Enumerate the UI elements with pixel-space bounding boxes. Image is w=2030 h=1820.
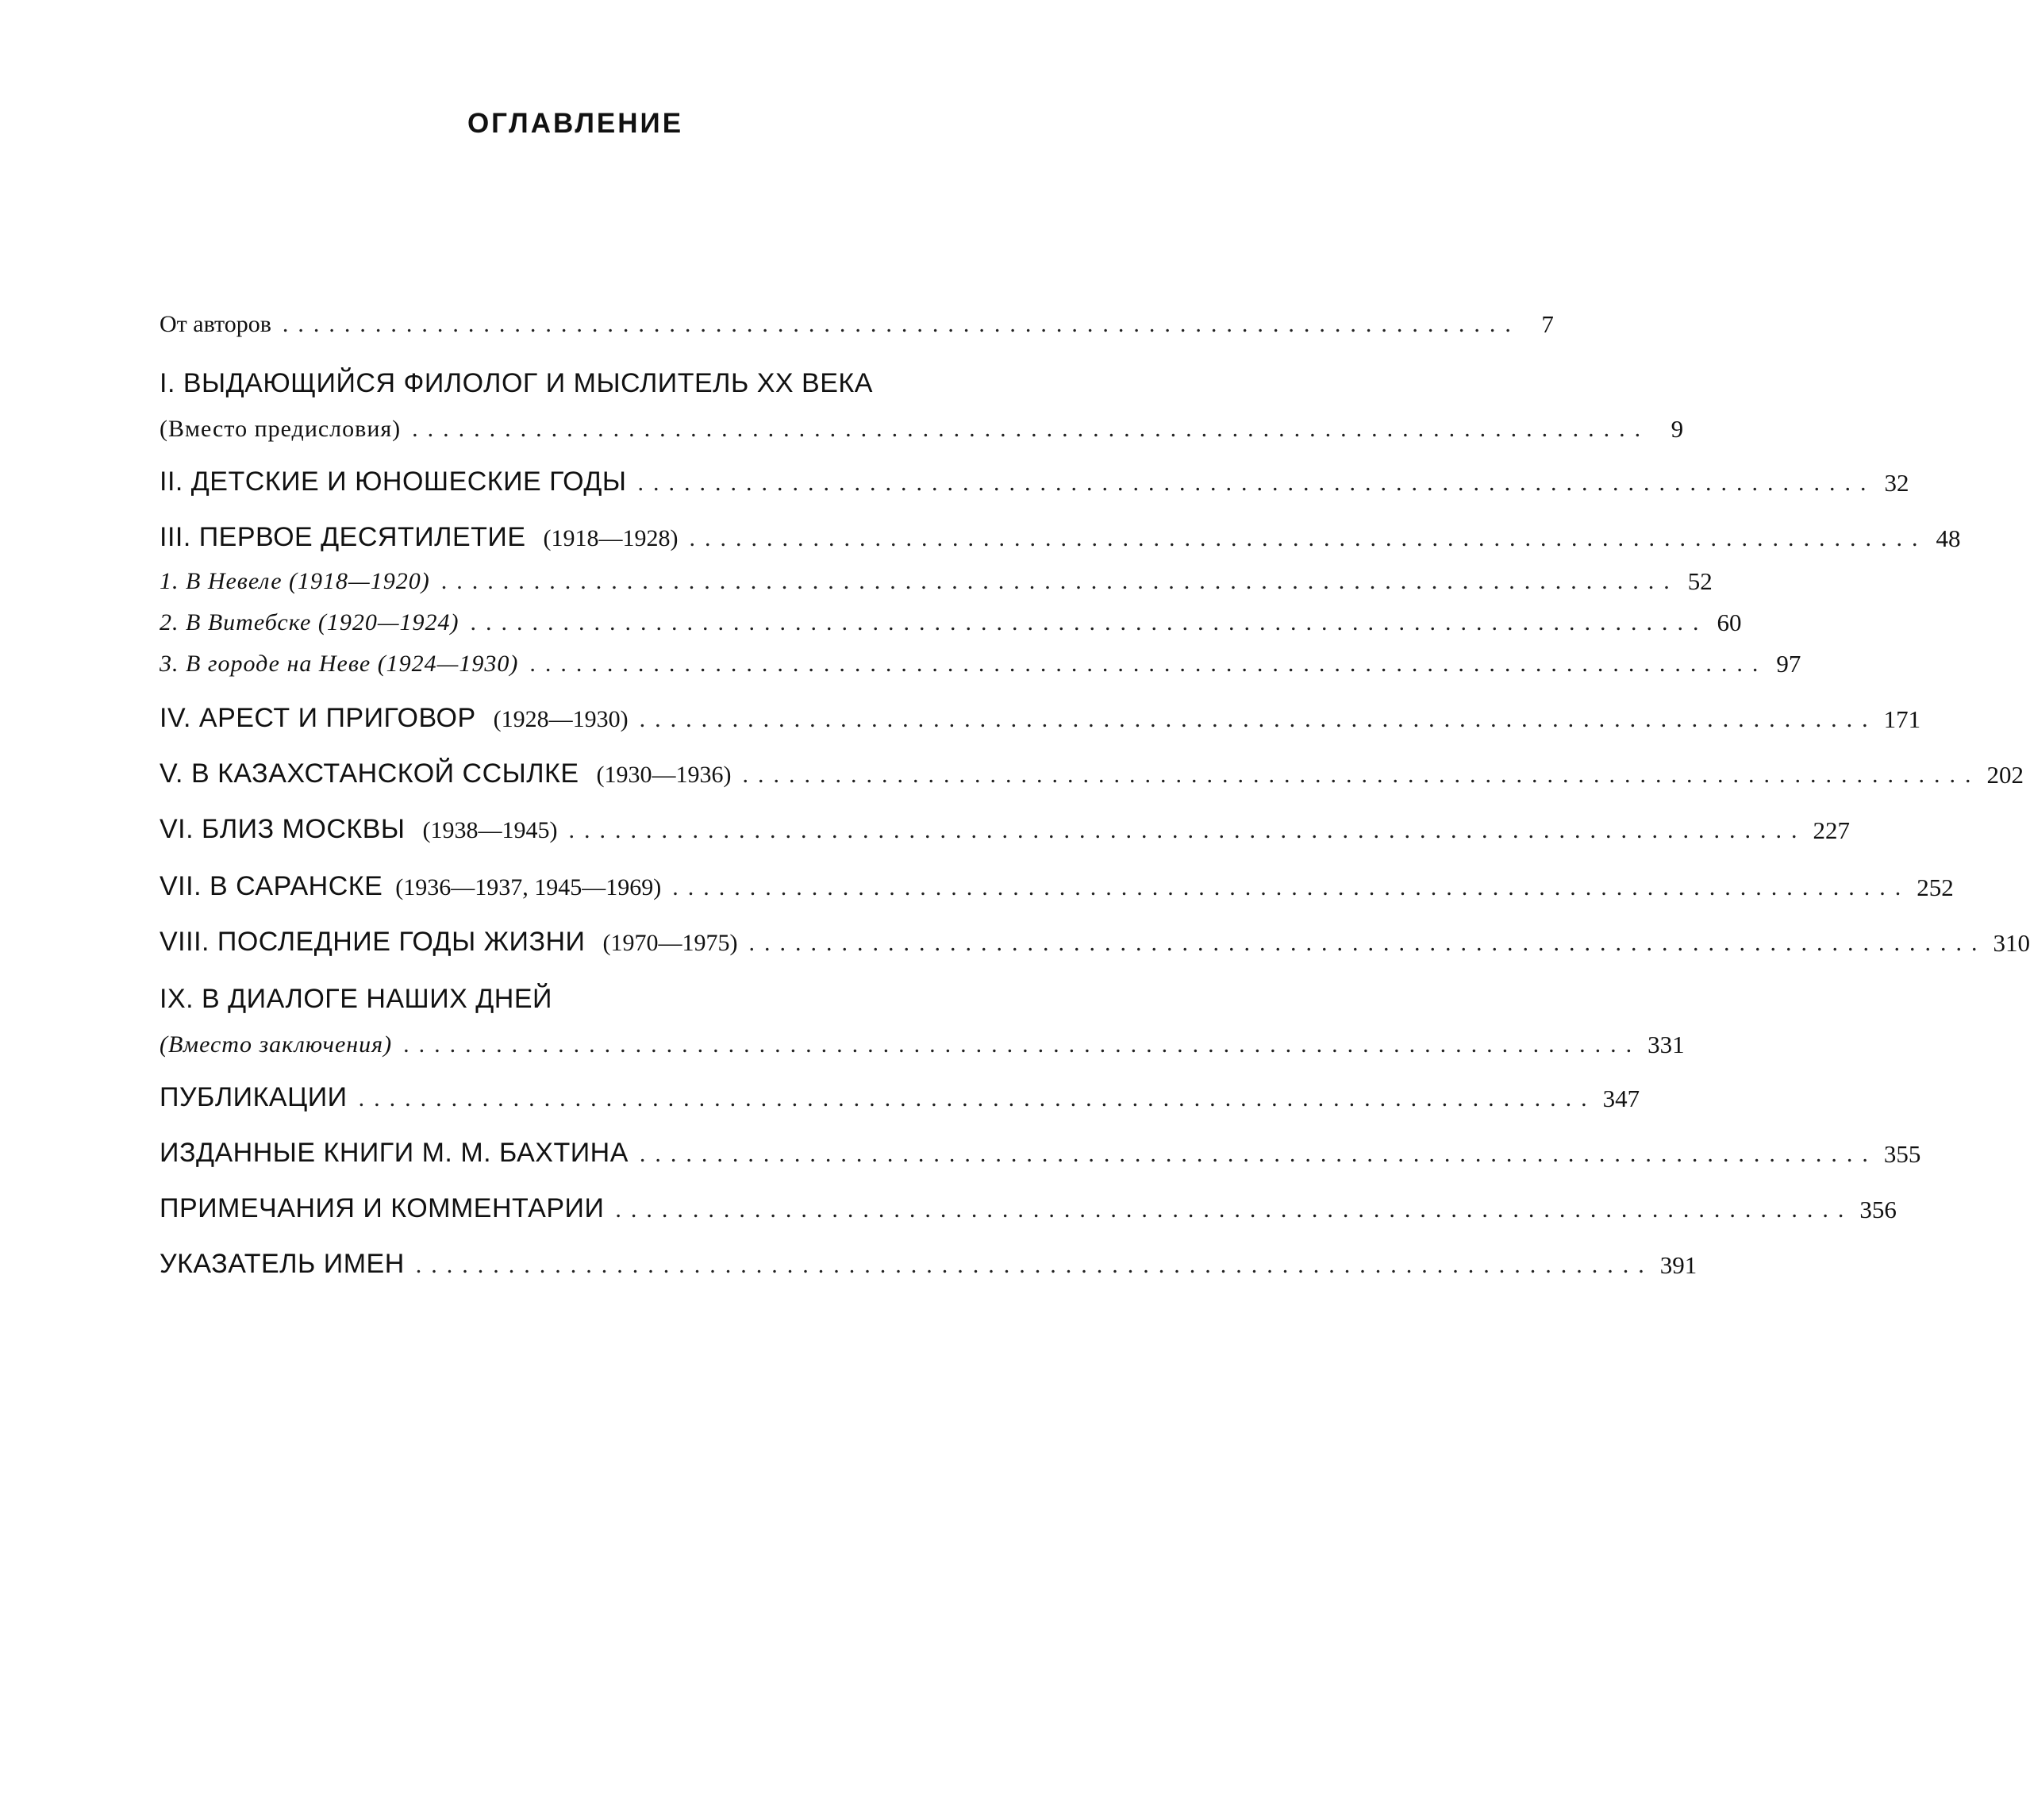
dot-leader: ................................................................................ — [415, 1252, 1654, 1278]
toc-entry-name-index[interactable] — [160, 1241, 1697, 1279]
toc-page-number: 202 — [1986, 761, 2024, 789]
toc-entry-chapter-6[interactable] — [160, 806, 1850, 844]
toc-entry-from-authors[interactable] — [160, 300, 1554, 338]
dot-leader: ................................................................................ — [672, 874, 1911, 900]
toc-entry-chapter-9-subtitle[interactable] — [160, 1020, 1685, 1058]
toc-entry-chapter-7[interactable] — [160, 863, 1954, 901]
toc-page-number: 391 — [1659, 1251, 1697, 1279]
dot-leader: ................................................................................ — [748, 930, 1987, 956]
toc-page-number: 356 — [1859, 1196, 1897, 1223]
toc-page-number: 9 — [1671, 415, 1684, 443]
dot-leader: ................................................................................ — [689, 525, 1928, 551]
toc-entry-years: (1928—1930) — [493, 706, 629, 732]
toc-entry-title: (Вместо предисловия) — [160, 416, 402, 442]
toc-entry-chapter-1[interactable] — [160, 360, 957, 397]
toc-entry-title: От авторов — [160, 311, 271, 337]
toc-page-number: 355 — [1883, 1140, 1921, 1168]
dot-leader: ................................................................................ — [639, 1141, 1878, 1167]
toc-page-number: 48 — [1936, 524, 1961, 552]
toc-entry-chapter-1-subtitle[interactable] — [160, 405, 1684, 443]
toc-entry-years: (1970—1975) — [602, 930, 738, 956]
dot-leader: ................................................................................ — [639, 706, 1878, 732]
toc-entry-title: II. ДЕТСКИЕ И ЮНОШЕСКИЕ ГОДЫ — [160, 467, 627, 497]
toc-page-number: 310 — [1993, 929, 2030, 957]
toc-page-number: 252 — [1917, 874, 1954, 901]
toc-entry-title: 1. В Невеле (1918—1920) — [160, 568, 430, 594]
page-title: ОГЛАВЛЕНИЕ — [467, 108, 684, 139]
toc-page-number: 52 — [1687, 567, 1713, 595]
toc-entry-title: IV. АРЕСТ И ПРИГОВОР — [160, 703, 476, 733]
toc-page-number: 97 — [1776, 650, 1801, 678]
dot-leader: ................................................................................ — [282, 311, 1521, 337]
toc-page-number: 171 — [1883, 705, 1921, 733]
toc-entry-chapter-5[interactable] — [160, 751, 2024, 789]
dot-leader: ................................................................................ — [358, 1085, 1597, 1112]
toc-page-number: 32 — [1884, 469, 1909, 497]
toc-entry-title: I. ВЫДАЮЩИЙСЯ ФИЛОЛОГ И МЫСЛИТЕЛЬ XX ВЕКА — [160, 368, 873, 398]
toc-entry-years: (1918—1928) — [543, 525, 679, 551]
toc-entry-published-books[interactable] — [160, 1130, 1921, 1168]
dot-leader: ................................................................................ — [568, 817, 1807, 843]
dot-leader: ................................................................................ — [615, 1196, 1854, 1223]
toc-entry-section-3-2[interactable] — [160, 598, 1742, 636]
toc-entry-title: (Вместо заключения) — [160, 1031, 393, 1058]
toc-entry-years: (1936—1937, 1945—1969) — [395, 874, 662, 900]
toc-page-number: 227 — [1813, 816, 1850, 844]
toc-entry-years: (1930—1936) — [596, 762, 732, 788]
toc-entry-title: VI. БЛИЗ МОСКВЫ — [160, 814, 406, 844]
toc-entry-title: VIII. ПОСЛЕДНИЕ ГОДЫ ЖИЗНИ — [160, 927, 586, 957]
dot-leader: ................................................................................ — [529, 651, 1768, 677]
toc-entry-title: VII. В САРАНСКЕ — [160, 871, 383, 901]
toc-entry-title: 3. В городе на Неве (1924—1930) — [160, 651, 519, 677]
toc-entry-title: ИЗДАННЫЕ КНИГИ М. М. БАХТИНА — [160, 1138, 629, 1168]
toc-entry-section-3-1[interactable] — [160, 557, 1713, 595]
toc-entry-title: III. ПЕРВОЕ ДЕСЯТИЛЕТИЕ — [160, 522, 526, 552]
toc-entry-notes[interactable] — [160, 1185, 1897, 1223]
toc-entry-chapter-3[interactable] — [160, 514, 1961, 552]
toc-entry-chapter-8[interactable] — [160, 919, 2030, 957]
toc-entry-title: 2. В Витебске (1920—1924) — [160, 609, 459, 635]
toc-entry-title: ПУБЛИКАЦИИ — [160, 1082, 348, 1112]
dot-leader: ................................................................................ — [412, 416, 1651, 442]
toc-entry-publications[interactable] — [160, 1074, 1640, 1112]
dot-leader: ................................................................................ — [403, 1031, 1642, 1058]
table-of-contents — [160, 0, 2030, 1820]
toc-entry-title: УКАЗАТЕЛЬ ИМЕН — [160, 1249, 405, 1279]
toc-entry-title: V. В КАЗАХСТАНСКОЙ ССЫЛКЕ — [160, 758, 579, 789]
dot-leader: ................................................................................ — [470, 609, 1709, 635]
dot-leader: ................................................................................ — [742, 762, 1981, 788]
toc-page-number: 7 — [1541, 310, 1554, 338]
toc-page-number: 331 — [1647, 1031, 1685, 1058]
toc-entry-chapter-9[interactable] — [160, 976, 957, 1012]
toc-entry-chapter-4[interactable] — [160, 695, 1921, 733]
toc-page-number: 60 — [1717, 609, 1742, 636]
toc-entry-title: IX. В ДИАЛОГЕ НАШИХ ДНЕЙ — [160, 984, 552, 1014]
dot-leader: ................................................................................ — [637, 470, 1876, 496]
toc-entry-section-3-3[interactable] — [160, 639, 1801, 678]
toc-entry-chapter-2[interactable] — [160, 459, 1909, 497]
toc-entry-years: (1938—1945) — [422, 817, 558, 843]
toc-page-number: 347 — [1602, 1085, 1640, 1112]
toc-entry-title: ПРИМЕЧАНИЯ И КОММЕНТАРИИ — [160, 1193, 605, 1223]
dot-leader: ................................................................................ — [440, 568, 1679, 594]
